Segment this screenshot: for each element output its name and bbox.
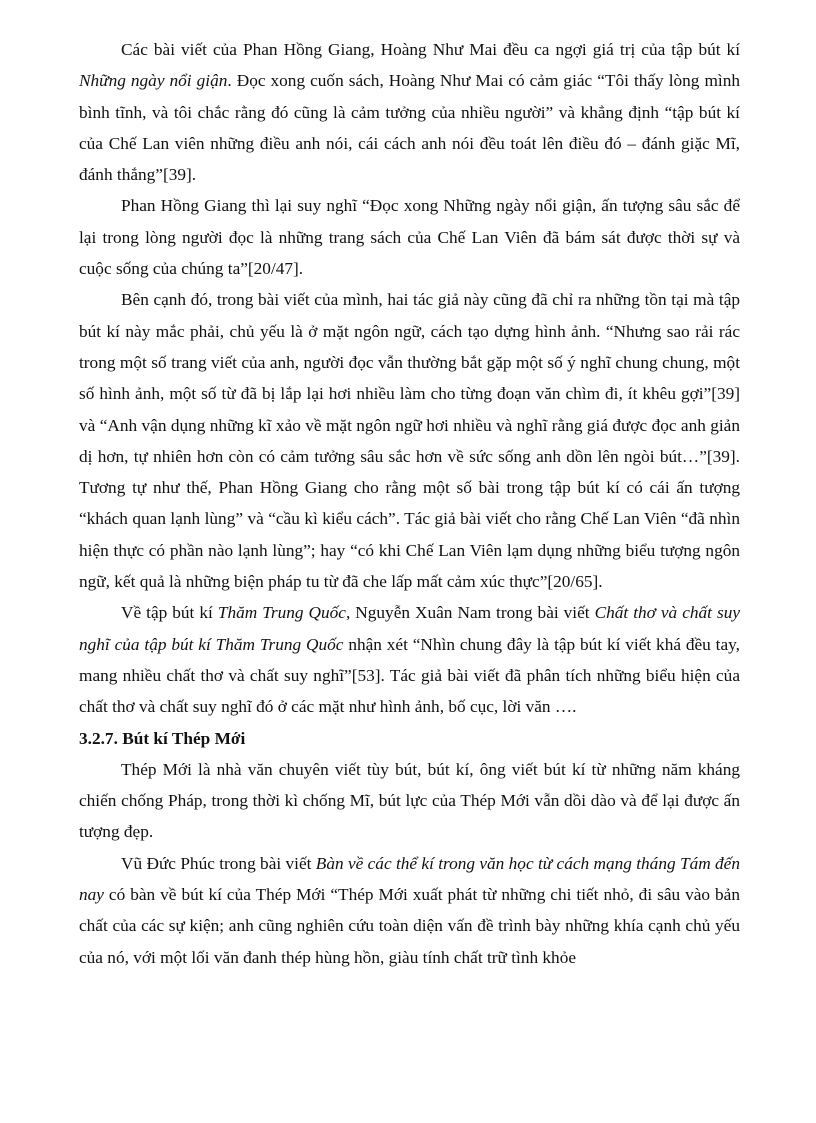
article-title-ban-ve-cac-the-ki: Bàn về các thể kí trong văn học từ cách mạng tháng Tám đến nay: [79, 853, 740, 905]
paragraph-5: Thép Mới là nhà văn chuyên viết tùy bút, bút kí, ông viết bút kí từ những năm kháng chiến chống Pháp, trong thời kì chống Mĩ, bút lực của Thép Mới vẫn dồi dào và để lại được ấn tượng đẹp.: [79, 759, 740, 842]
paragraph-3: Bên cạnh đó, trong bài viết của mình, hai tác giả này cũng đã chỉ ra những tồn tại mà tập bút kí này mắc phải, chủ yếu là ở mặt ngôn ngữ, cách tạo dựng hình ảnh. “Nhưng sao rải rác trong một số trang viết của anh, người đọc vẫn thường bắt gặp một số ý nghĩ chung chung, một số hình ảnh, một số từ đã bị lắp lại hơi nhiều làm cho từng đoạn văn chìm đi, ít khêu gợi”[39] và “Anh vận dụng những kĩ xảo về mặt ngôn ngữ hơi nhiều và nghĩ rằng giá được đọc anh giản dị hơn, tự nhiên hơn còn có cảm tưởng sâu sắc hơn về sức sống anh dồn lên ngòi bút…”[39]. Tương tự như thế, Phan Hồng Giang cho rằng một số bài trong tập bút kí có cái ấn tượng “khách quan lạnh lùng” và “cầu kì kiểu cách”. Tác giả bài viết cho rằng Chế Lan Viên “đã nhìn hiện thực có phần nào lạnh lùng”; hay “có khi Chế Lan Viên lạm dụng những biểu tượng ngôn ngữ, kết quả là những biện pháp tu từ đã che lấp mất cảm xúc thực”[20/65].: [79, 290, 740, 592]
paragraph-1: [79, 34, 740, 190]
paragraph-6: [79, 848, 740, 973]
paragraph-4-text-e: nhận xét “Nhìn chung đây là tập bút kí viết khá đều tay, mang nhiều chất thơ và chất suy nghĩ”[53]. Tác giả bài viết đã phân tích những biểu hiện của chất thơ và chất suy nghĩ đó ở các mặt như hình ảnh, bố cục, lời văn ….: [79, 634, 740, 717]
article-title-chat-tho: Chất thơ và chất suy nghĩ của tập bút kí Thăm Trung Quốc: [79, 603, 741, 654]
paragraph-6-text-c: có bàn về bút kí của Thép Mới “Thép Mới xuất phát từ những chi tiết nhỏ, đi sâu vào bản chất của các sự kiện; anh cũng nghiên cứu toàn diện vấn đề trình bày những khía cạnh chủ yếu của nó, với một lối văn đanh thép hùng hồn, giàu tính chất trữ tình khỏe: [79, 885, 740, 967]
book-title-tham-trung-quoc: Thăm Trung Quốc: [217, 603, 346, 623]
book-title-nhung-ngay-noi-gian: Những ngày nổi giận: [79, 71, 228, 91]
paragraph-1-text-a: Các bài viết của Phan Hồng Giang, Hoàng Như Mai đều ca ngợi giá trị của tập bút kí: [121, 40, 740, 59]
paragraph-2: Phan Hồng Giang thì lại suy nghĩ “Đọc xong Những ngày nổi giận, ấn tượng sâu sắc để lại trong lòng người đọc là những trang sách của Chế Lan Viên đã bám sát được thời sự và cuộc sống của chúng ta”[20/47].: [79, 196, 740, 279]
paragraph-4-text-c: , Nguyễn Xuân Nam trong bài viết: [345, 603, 595, 623]
paragraph-4: [79, 597, 740, 722]
paragraph-1-text-c: . Đọc xong cuốn sách, Hoàng Như Mai có cảm giác “Tôi thấy lòng mình bình tĩnh, và tôi chắc rằng đó cũng là cảm tưởng của nhiều người” và khẳng định “tập bút kí của Chế Lan viên những điều anh nói, cái cách anh nói đều toát lên điều đó – đánh giặc Mĩ, đánh thắng”[39].: [79, 71, 740, 185]
paragraph-6-text-a: Vũ Đức Phúc trong bài viết: [121, 853, 316, 873]
section-heading: 3.2.7. Bút kí Thép Mới: [79, 728, 246, 748]
paragraph-4-text-a: Về tập bút kí: [121, 603, 218, 623]
